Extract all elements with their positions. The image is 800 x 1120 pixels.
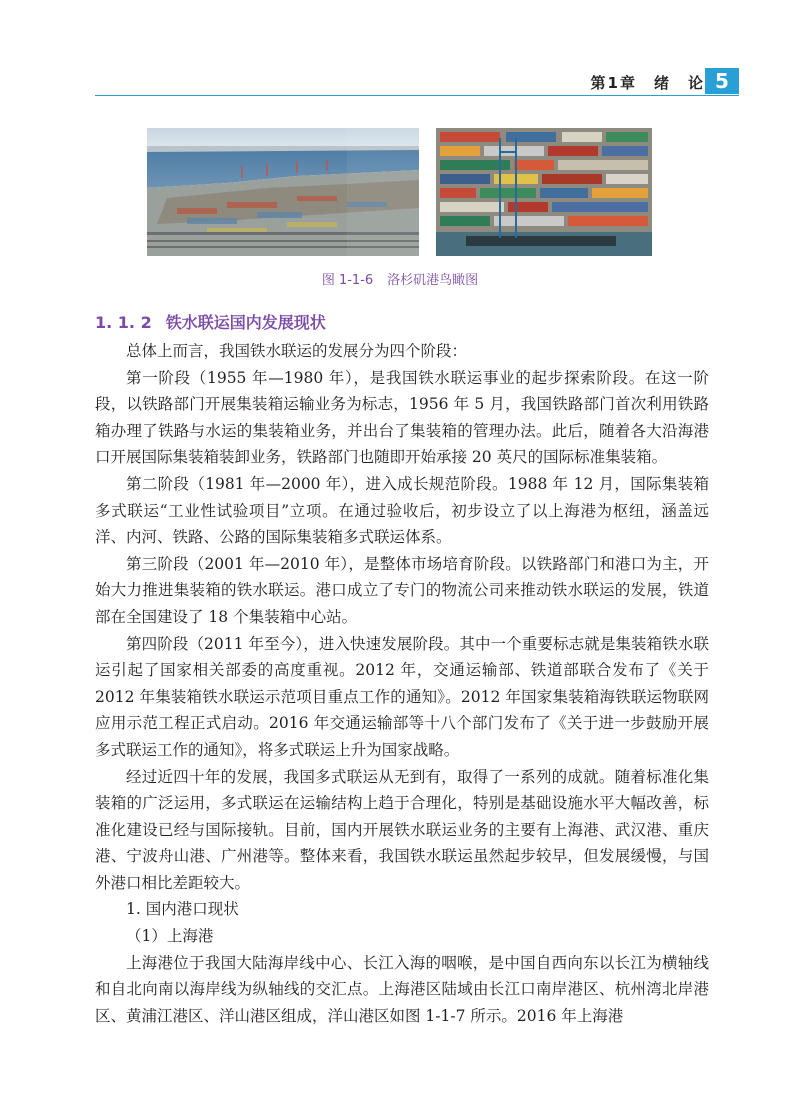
subheading: 1. 国内港口现状 — [126, 900, 239, 919]
figure-title: 洛杉矶港鸟瞰图 — [387, 273, 479, 288]
header-rule — [95, 95, 739, 96]
body-text — [95, 338, 709, 1029]
paragraph: 第三阶段（2001 年—2010 年），是整体市场培育阶段。以铁路部门和港口为主，开始大力推进集装箱的铁水联运。港口成立了专门的物流公司来推动铁水联运的发展，铁道部在全国建设了 18 个集装箱中心站。 — [95, 554, 709, 626]
port-aerial-photo-left — [147, 128, 419, 256]
paragraph: 经过近四十年的发展，我国多式联运从无到有，取得了一系列的成就。随着标准化集装箱的广泛运用，多式联运在运输结构上趋于合理化，特别是基础设施水平大幅改善，标准化建设已经与国际接轨。目前，国内开展铁水联运业务的主要有上海港、武汉港、重庆港、宁波舟山港、广州港等。整体来看，我国铁水联运虽然起步较早，但发展缓慢，与国外港口相比差距较大。 — [95, 767, 709, 892]
paragraph: 上海港位于我国大陆海岸线中心、长江入海的咽喉，是中国自西向东以长江为横轴线和自北向南以海岸线为纵轴线的交汇点。上海港区陆域由长江口南岸港区、杭州湾北岸港区、黄浦江港区、洋山港区组成，洋山港区如图 1-1-7 所示。2016 年上海港 — [95, 953, 709, 1025]
section-title: 铁水联运国内发展现状 — [165, 313, 326, 332]
running-header-chapter: 第1章 绪 论 — [590, 74, 705, 92]
paragraph: 总体上而言，我国铁水联运的发展分为四个阶段： — [126, 342, 468, 360]
subheading: （1）上海港 — [126, 927, 214, 946]
container-yard-photo-right — [436, 128, 652, 256]
figure-caption — [0, 269, 800, 288]
section-number: 1. 1. 2 — [95, 313, 152, 332]
paragraph: 第二阶段（1981 年—2000 年），进入成长规范阶段。1988 年 12 月，国际集装箱多式联运“工业性试验项目”立项。在通过验收后，初步设立了以上海港为枢纽，涵盖远洋、内河、铁路、公路的国际集装箱多式联运体系。 — [95, 474, 709, 547]
section-heading — [95, 310, 326, 333]
paragraph: 第一阶段（1955 年—1980 年），是我国铁水联运事业的起步探索阶段。在这一阶段，以铁路部门开展集装箱运输业务为标志，1956 年 5 月，我国铁路部门首次利用铁路箱办理了铁路与水运的集装箱业务，并出台了集装箱的管理办法。此后，随着各大沿海港口开展国际集装箱装卸业务，铁路部门也随即开始承接 20 英尺的国际标准集装箱。 — [95, 368, 709, 467]
paragraph: 第四阶段（2011 年至今），进入快速发展阶段。其中一个重要标志就是集装箱铁水联运引起了国家相关部委的高度重视。2012 年，交通运输部、铁道部联合发布了《关于 2012 年集装箱铁水联运示范项目重点工作的通知》。2012 年国家集装箱海铁联运物联网应用示范工程正式启动。2016 年交通运输部等十八个部门发布了《关于进一步鼓励开展多式联运工作的通知》，将多式联运上升为国家战略。 — [95, 634, 709, 759]
page-number: 5 — [705, 68, 739, 94]
figure-number: 图 1-1-6 — [321, 273, 374, 288]
